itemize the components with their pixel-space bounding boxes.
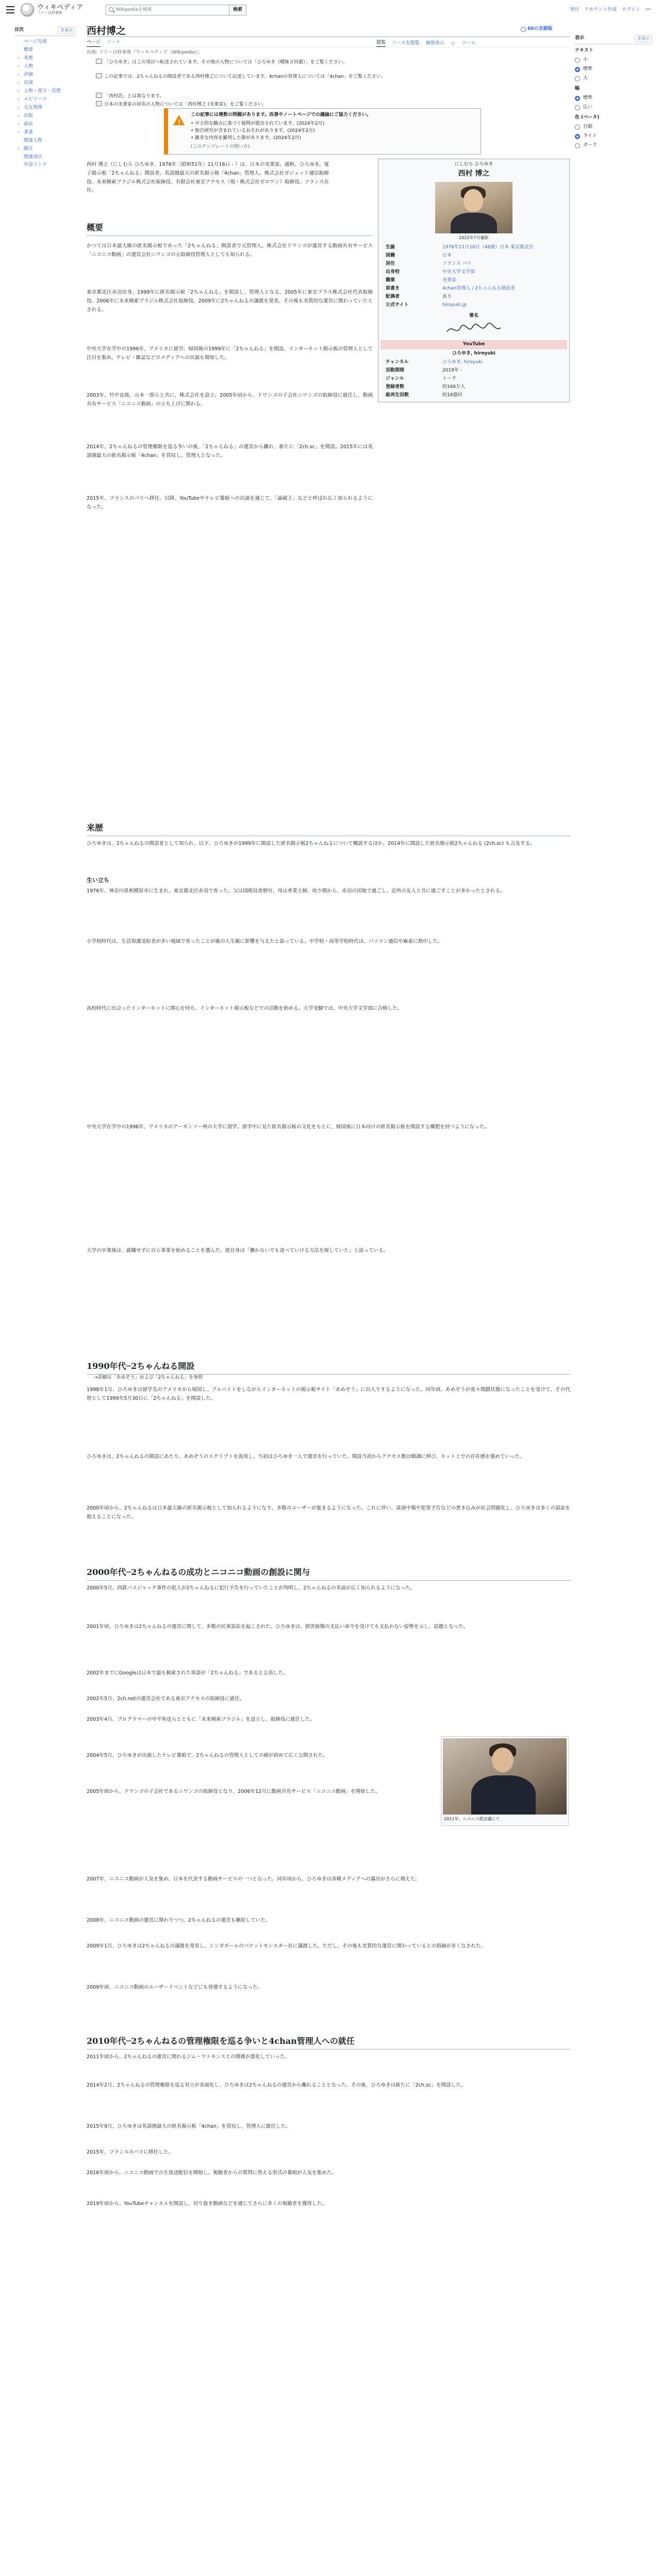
toc-item-label: 外部リンク bbox=[24, 162, 47, 168]
radio-selected-icon[interactable] bbox=[575, 134, 580, 139]
color-label: 色 (ベータ) bbox=[575, 114, 600, 120]
chevron-icon[interactable]: › bbox=[18, 64, 20, 69]
create-account-link[interactable]: アカウント作成 bbox=[584, 7, 617, 12]
infobox-value[interactable]: ひろゆき, hiroyuki bbox=[442, 360, 483, 365]
infobox-value: 約16億回 bbox=[442, 393, 462, 398]
paragraph: 東京都北区赤羽出身。1999年に匿名掲示板「2ちゃんねる」を開設し、管理人となる。2005年に東京プラス株式会社代表取締役、2006年に未来検索ブラジル株式会社取締役。2009年に2ちゃんねるの譲渡を発表。その後も実質的な運営に関わっていたとされる。 bbox=[87, 290, 373, 313]
chevron-icon[interactable]: › bbox=[18, 72, 20, 77]
watch-star-icon[interactable]: ☆ bbox=[450, 40, 456, 47]
paragraph: 2003年、竹中直純、山本一郎らと共に、株式会社を設立。2005年頃から、ドワンゴの子会社ニワンゴの取締役に就任し、動画共有サービス「ニコニコ動画」の立ち上げに関わる。 bbox=[87, 393, 373, 407]
section-heading-2000s: 2000年代─2ちゃんねるの成功とニコニコ動画の創設に関与 bbox=[87, 1566, 570, 1581]
toc-item-label: 出演 bbox=[24, 80, 34, 86]
toc-item[interactable] bbox=[14, 137, 75, 145]
option-label: 大 bbox=[583, 76, 588, 81]
appearance-panel bbox=[575, 35, 652, 151]
disambiguation-icon bbox=[96, 93, 102, 98]
tab-page[interactable]: ページ bbox=[87, 39, 101, 47]
chevron-icon bbox=[18, 47, 22, 54]
chevron-icon[interactable]: › bbox=[18, 105, 20, 110]
notice-item: • 中立的な観点に基づく疑問が提出されています。(2024年2月) bbox=[191, 121, 476, 128]
chevron-icon bbox=[18, 138, 22, 145]
tab-talk[interactable]: ノート bbox=[106, 40, 121, 45]
toc-item-label: ページ先頭 bbox=[24, 39, 47, 45]
chevron-icon[interactable]: › bbox=[18, 129, 20, 134]
chevron-icon[interactable]: › bbox=[18, 56, 20, 61]
toc-item[interactable] bbox=[14, 96, 75, 104]
language-button-label: 86の言語版 bbox=[527, 26, 553, 31]
infobox-row bbox=[380, 260, 567, 268]
hatnote-text: 日本の実業家の同名の人物については「西村博之 (実業家)」をご覧ください。 bbox=[104, 102, 267, 107]
signature-image bbox=[443, 320, 505, 338]
notice-template-link[interactable]: (このテンプレートの使い方) bbox=[191, 144, 250, 149]
infobox-reading: にしむら ひろゆき bbox=[454, 162, 493, 167]
color-dark[interactable] bbox=[575, 142, 652, 149]
paragraph: 2019年頃から、YouTubeチャンネルを開設し、切り抜き動画などを通じてさらに多くの視聴者を獲得した。 bbox=[87, 2201, 327, 2207]
language-button[interactable] bbox=[521, 26, 553, 33]
toc-item-label: 概要 bbox=[24, 47, 34, 53]
infobox-row bbox=[380, 293, 567, 301]
paragraph: 1998年1月、ひろゆきは留学先のアメリカから帰国し、アルバイトをしながらインターネットの掲示板サイト「あめぞう」に出入りするようになった。同年頃、あめぞうが度々閉鎖状態になったことを受けて、その代替として1999年5月30日に「2ちゃんねる」を開設した。 bbox=[87, 1387, 570, 1401]
toc-item-label: エピソード bbox=[24, 96, 47, 102]
page-header bbox=[0, 0, 662, 21]
toc-item-label: 人物 bbox=[24, 64, 34, 70]
paragraph: ひろゆきは、2ちゃんねるの開設にあたり、あめぞうのスクリプトを流用し、当初はひろゆき一人で運営を行っていた。開設当初からアクセス数は順調に伸び、ネット上での存在感を強めていった。 bbox=[87, 1454, 525, 1460]
paragraph: 2002年までにGoogleは日本で最も検索された単語が「2ちゃんねる」であると公表した。 bbox=[87, 1670, 288, 1676]
disambiguation-icon bbox=[96, 73, 102, 78]
paragraph: 2005年頃から、ドワンゴの子会社であるニワンゴの取締役となり、2006年12月に動画共有サービス「ニコニコ動画」を開始した。 bbox=[87, 1789, 380, 1794]
chevron-icon bbox=[18, 162, 22, 169]
donate-link[interactable]: 寄付 bbox=[570, 7, 580, 12]
option-label: 自動 bbox=[583, 124, 593, 129]
hatnote-text: 「西村浩」とは異なります。 bbox=[104, 94, 164, 99]
infobox-row bbox=[380, 359, 567, 367]
text-size-standard[interactable] bbox=[575, 66, 652, 73]
width-standard[interactable] bbox=[575, 95, 652, 102]
search-form bbox=[106, 5, 246, 15]
chevron-icon[interactable]: › bbox=[18, 146, 20, 151]
logo-name: ウィキペディア bbox=[37, 4, 84, 11]
toc-item-label: 脚注 bbox=[24, 146, 34, 151]
chevron-icon[interactable]: › bbox=[18, 121, 20, 126]
color-light[interactable] bbox=[575, 133, 652, 140]
paragraph: 2009年1月、ひろゆきは2ちゃんねるの譲渡を発表し、シンガポールのパケットモンスター社に譲渡した。ただし、その後も実質的な運営に関わっているとの指摘が多くなされた。 bbox=[87, 1943, 486, 1949]
see-also-note: →詳細は「あめぞう」および「2ちゃんねる」を参照 bbox=[94, 1375, 203, 1380]
notice-item: • 雑多な内容を羅列した節があります。(2024年2月) bbox=[191, 135, 476, 142]
lead-paragraph: 西村 博之（にしむら ひろゆき、1976年〈昭和51年〉11月16日 - ）は、日本の実業家。通称、ひろゆき。電子掲示板「2ちゃんねる」開設者。英語圏最大の匿名掲示板「4chan」管理人。株式会社ガジェット通信取締役、未来検索ブラジル株式会社取締役、有限会社東京アクセス（現・株式会社ゼロワン）取締役。フランス在住。 bbox=[87, 162, 329, 194]
toc-item[interactable] bbox=[14, 88, 75, 96]
chevron-icon[interactable]: › bbox=[18, 113, 20, 118]
infobox-value[interactable]: 実業家 bbox=[442, 277, 457, 283]
youtube-channel-name: ひろゆき, hiroyuki bbox=[452, 351, 495, 357]
search-icon bbox=[109, 7, 113, 12]
site-logo[interactable] bbox=[21, 3, 83, 16]
notice-title: この記事には複数の問題があります。改善やノートページでの議論にご協力ください。 bbox=[191, 112, 371, 117]
paragraph: 中央大学在学中の1996年、アメリカのアーカンソー州の大学に留学。留学中に見た匿名掲示板の文化をもとに、帰国後に日本向けの匿名掲示板を開設する構想を持つようになった。 bbox=[87, 1124, 490, 1130]
toc-item[interactable] bbox=[14, 63, 75, 71]
hatnote-text: この記事では、2ちゃんねるの開設者である西村博之について記述しています。4chanの管理人については「4chan」をご覧ください。 bbox=[104, 74, 386, 79]
option-label: ダーク bbox=[583, 142, 598, 148]
hatnote bbox=[96, 73, 386, 81]
infobox-value[interactable]: 1976年11月16日（48歳）日本 東京都北区 bbox=[442, 245, 534, 250]
paragraph: 高校時代に出会ったインターネットに関心を持ち、インターネット掲示板などでの活動を始める。大学受験では、中央大学文学部に合格した。 bbox=[87, 1006, 403, 1011]
toc-item[interactable] bbox=[14, 71, 75, 79]
infobox-row bbox=[380, 367, 567, 375]
subsection-heading-childhood: 生い立ち bbox=[87, 877, 109, 884]
issues-notice-box bbox=[164, 108, 481, 155]
width-wide[interactable] bbox=[575, 104, 652, 111]
more-options-icon[interactable]: ··· bbox=[645, 7, 651, 12]
user-links bbox=[570, 7, 651, 14]
toc-item[interactable] bbox=[14, 145, 75, 154]
infobox-key: 出身校 bbox=[386, 269, 400, 275]
toc-item-label: 交友関係 bbox=[24, 105, 43, 110]
infobox-value[interactable]: 中央大学文学部 bbox=[442, 269, 475, 275]
source-line: 出典: フリー百科事典『ウィキペディア（Wikipedia）』 bbox=[87, 50, 202, 55]
paragraph: 2011年頃から、2ちゃんねるの運営に関わるジム・ワトキンスとの関係が悪化していった。 bbox=[87, 2054, 290, 2060]
paragraph: 2003年4月、プログラマーの中平和也らとともに「未来検索ブラジル」を設立し、取締役に就任した。 bbox=[87, 1717, 315, 1722]
infobox-key: 配偶者 bbox=[386, 294, 400, 299]
infobox-key: 国籍 bbox=[386, 252, 395, 258]
toc-item-label: 訴訟 bbox=[24, 121, 34, 127]
paragraph: 小学校時代は、生活保護受給者が多い地域で育ったことが後の人生観に影響を与えたと語っている。中学校・高等学校時代は、パソコン通信や麻雀に熱中した。 bbox=[87, 939, 443, 944]
infobox-row bbox=[380, 375, 567, 383]
paragraph: 2015年、フランスのパリへ移住。以降、YouTubeやテレビ番組への出演を通じて、「論破王」などと呼ばれ広く知られるようになった。 bbox=[87, 496, 373, 510]
paragraph: 2007年、ニコニコ動画が人気を集め、日本を代表する動画サービスの一つとなった。同年頃から、ひろゆきは各種メディアへの露出がさらに増えた。 bbox=[87, 1876, 420, 1882]
paragraph: 2000年頃から、2ちゃんねるは日本最大級の匿名掲示板として知られるようになり、多数のユーザーが集まるようになった。これに伴い、誹謗中傷や犯罪予告などの書き込みが社会問題化し、ひろゆきは多くの訴訟を抱えることになった。 bbox=[87, 1505, 570, 1520]
infobox-value[interactable]: hiroyuki.jp bbox=[442, 302, 467, 308]
infobox-key: 公式サイト bbox=[386, 302, 409, 308]
toc-item-label: 評価 bbox=[24, 72, 34, 78]
toc-sidebar bbox=[14, 27, 75, 170]
signature-label: 署名 bbox=[469, 313, 478, 318]
toc-item[interactable] bbox=[14, 154, 75, 162]
toc-item[interactable] bbox=[14, 55, 75, 63]
option-label: 小 bbox=[583, 57, 588, 63]
hatnote bbox=[96, 59, 347, 66]
infobox-key: 総再生回数 bbox=[386, 393, 409, 398]
toc-item-label: 関連項目 bbox=[24, 154, 43, 160]
infobox-key: チャンネル bbox=[386, 360, 409, 365]
infobox-row bbox=[380, 277, 567, 285]
paragraph: 2015年9月、ひろゆきは英語圏最大の匿名掲示板「4chan」を買収し、管理人に就任した。 bbox=[87, 2124, 291, 2129]
tab-history[interactable]: 履歴表示 bbox=[425, 40, 444, 46]
option-label: ライト bbox=[583, 133, 597, 139]
namespace-tabs bbox=[87, 39, 121, 47]
toc-item[interactable] bbox=[14, 161, 75, 170]
paragraph: 2001年頃、ひろゆきは2ちゃんねるの運営に関して、多数の民事訴訟を起こされた。ひろゆきは、損害賠償の支払い命令を受けても支払わない姿勢を示し、話題となった。 bbox=[87, 1624, 469, 1630]
text-size-small[interactable] bbox=[575, 57, 652, 64]
paragraph: ひろゆきは、2ちゃんねるの開設者として知られ、以下、ひろゆきが1999年に開設した匿名掲示板2ちゃんねるについて概説するほか、2014年に開設した匿名掲示板2ちゃんねる (2ch.sc) も言及する。 bbox=[87, 841, 535, 846]
infobox-key: 登録者数 bbox=[386, 384, 405, 390]
radio-selected-icon[interactable] bbox=[575, 96, 580, 101]
infobox-value[interactable]: 日本 bbox=[442, 252, 452, 258]
text-size-label: テキスト bbox=[575, 48, 593, 54]
language-globe-icon bbox=[521, 27, 526, 32]
paragraph: 2016年頃から、ニコニコ動画での生放送配信を開始し、視聴者からの質問に答える形式の番組が人気を集めた。 bbox=[87, 2170, 337, 2176]
wikipedia-globe-icon bbox=[21, 3, 34, 16]
infobox-row bbox=[380, 392, 567, 400]
paragraph: 大学の卒業後は、就職せずに自ら事業を始めることを選んだ。彼自身は「働かないでも食べていける方法を探していた」と語っている。 bbox=[87, 1248, 389, 1253]
paragraph: 中央大学在学中の1996年、アメリカに留学。帰国後の1999年に「2ちゃんねる」を開設。インターネット掲示板の管理人として注目を集め、テレビ・雑誌などのメディアへの出演も増加した。 bbox=[87, 346, 373, 361]
article-photo-image[interactable] bbox=[443, 1738, 567, 1815]
infobox-row bbox=[380, 244, 567, 252]
infobox-row bbox=[380, 301, 567, 310]
logo-tagline: フリー百科事典 bbox=[37, 11, 62, 15]
appearance-title: 表示 bbox=[575, 36, 585, 41]
section-heading-2010s: 2010年代─2ちゃんねるの管理権限を巡る争いと4chan管理人への就任 bbox=[87, 2035, 570, 2049]
infobox-value: 約166万人 bbox=[442, 384, 466, 390]
paragraph: 2004年5月、ひろゆきが出演したテレビ番組で、2ちゃんねるの管理人としての顔が初めて広く公開された。 bbox=[87, 1753, 328, 1758]
paragraph: 2009年頃、ニコニコ動画のユーザーイベントなどにも登壇するようになった。 bbox=[87, 1985, 263, 1990]
option-label: 広い bbox=[583, 105, 593, 110]
tab-tools[interactable]: ツール bbox=[461, 40, 476, 46]
warning-icon bbox=[173, 115, 185, 125]
paragraph: 2015年、フランスのパリに移住した。 bbox=[87, 2149, 174, 2155]
infobox-key: ジャンル bbox=[386, 376, 404, 382]
infobox-row bbox=[380, 268, 567, 277]
infobox-key: 居住 bbox=[386, 261, 395, 266]
article-photo-caption: 2011年、ニコニコ超会議にて bbox=[444, 1817, 500, 1821]
infobox-value[interactable]: フランス パリ bbox=[442, 261, 472, 266]
toc-item[interactable] bbox=[14, 129, 75, 137]
hatnote-text: 「ひろゆき」はこの項目へ転送されています。その他の人物については「ひろゆき（曖昧さ回避）」をご覧ください。 bbox=[104, 60, 347, 65]
infobox-row bbox=[380, 252, 567, 260]
login-link[interactable]: ログイン bbox=[622, 7, 640, 12]
color-auto[interactable] bbox=[575, 124, 652, 131]
radio-icon[interactable] bbox=[575, 58, 580, 63]
search-placeholder: Wikipediaを検索 bbox=[115, 7, 152, 12]
infobox-key: 生誕 bbox=[386, 245, 395, 250]
paragraph: 2014年、2ちゃんねるの管理権限を巡る争いの後、「2ちゃんねる」の運営から離れ、新たに「2ch.sc」を開設。2015年には英語圏最大の匿名掲示板「4chan」を買収し、管理人となった。 bbox=[87, 444, 373, 459]
toc-item-label: 人物・発言・思想 bbox=[24, 89, 61, 94]
tab-read[interactable]: 閲覧 bbox=[376, 40, 386, 48]
page-title: 西村博之 bbox=[87, 25, 126, 37]
disambiguation-icon bbox=[96, 101, 102, 106]
toc-item[interactable] bbox=[14, 112, 75, 121]
paragraph: かつては日本最大級の匿名掲示板であった「2ちゃんねる」開設者で元管理人。株式会社ドワンゴが運営する動画共有サービス「ニコニコ動画」の運営会社ニワンゴの元取締役管理人としても知られる。 bbox=[87, 243, 373, 258]
youtube-section-header: YouTube bbox=[380, 340, 567, 349]
toc-title: 目次 bbox=[14, 27, 24, 32]
toc-item[interactable] bbox=[14, 46, 75, 55]
infobox bbox=[378, 159, 570, 402]
notice-item: • 独自研究が含まれているおそれがあります。(2024年2月) bbox=[191, 128, 476, 135]
infobox-value[interactable]: 4chan管理人 / 2ちゃんねる開設者 bbox=[442, 285, 516, 291]
radio-icon[interactable] bbox=[575, 125, 580, 130]
chevron-icon[interactable]: › bbox=[18, 80, 20, 86]
infobox-row bbox=[380, 285, 567, 293]
infobox-key: 肩書き bbox=[386, 285, 400, 291]
option-label: 標準 bbox=[583, 66, 593, 72]
main-menu-icon[interactable] bbox=[6, 6, 14, 13]
toc-item-label: 関連人物 bbox=[24, 138, 43, 143]
appearance-hide-button[interactable]: 非表示 bbox=[635, 35, 652, 42]
infobox-value: あり bbox=[442, 294, 452, 299]
option-label: 標準 bbox=[583, 95, 593, 101]
infobox-value: 2019年 - bbox=[442, 368, 462, 374]
width-label: 幅 bbox=[575, 86, 580, 92]
paragraph: 2008年、ニコニコ動画の運営に関わりつつ、2ちゃんねるの運営も継続していた。 bbox=[87, 1918, 271, 1923]
infobox-row bbox=[380, 383, 567, 392]
chevron-icon[interactable]: › bbox=[18, 96, 20, 101]
infobox-caption: 2022年7月撮影 bbox=[459, 235, 489, 240]
paragraph: 1976年、神奈川県相模原市に生まれ、東京都北区赤羽で育った。父は国税局査察官、母は専業主婦。幼少期から、赤羽の団地で過ごし、近所の友人と共に過ごすことが多かったとされる。 bbox=[87, 888, 505, 894]
infobox-value: トーク bbox=[442, 376, 457, 382]
infobox-name: 西村 博之 bbox=[458, 169, 490, 178]
hatnote bbox=[96, 93, 164, 100]
toc-item-top[interactable] bbox=[14, 38, 75, 46]
search-button[interactable]: 検索 bbox=[229, 5, 246, 15]
hatnote bbox=[96, 101, 267, 109]
toc-item-label: 来歴 bbox=[24, 56, 34, 61]
text-size-large[interactable] bbox=[575, 75, 652, 82]
radio-icon[interactable] bbox=[575, 105, 580, 110]
section-heading-overview: 概要 bbox=[87, 222, 373, 236]
article-photo[interactable] bbox=[441, 1736, 569, 1826]
toc-item[interactable] bbox=[14, 79, 75, 88]
section-heading-history: 来歴 bbox=[87, 822, 570, 836]
radio-selected-icon[interactable] bbox=[575, 67, 580, 72]
infobox-key: 職業 bbox=[386, 277, 395, 283]
toc-item[interactable] bbox=[14, 121, 75, 129]
chevron-icon bbox=[18, 154, 22, 161]
infobox-photo[interactable] bbox=[435, 182, 512, 233]
toc-item-label: 著書 bbox=[24, 129, 34, 135]
chevron-icon[interactable]: › bbox=[18, 89, 20, 94]
toc-item-label: 出版 bbox=[24, 113, 34, 118]
search-input[interactable] bbox=[106, 5, 229, 15]
radio-icon[interactable] bbox=[575, 76, 580, 81]
toc-item[interactable] bbox=[14, 104, 75, 112]
radio-icon[interactable] bbox=[575, 143, 580, 148]
infobox-key: 活動期間 bbox=[386, 368, 405, 374]
paragraph: 2000年5月、西鉄バスジャック事件の犯人が2ちゃんねるに犯行予告を行っていたことが判明し、2ちゃんねるの名前が広く知られるようになった。 bbox=[87, 1585, 416, 1591]
paragraph: 2002年5月、2ch.netの運営会社である東京アクセスの取締役に就任。 bbox=[87, 1696, 245, 1702]
section-heading-1990s: 1990年代─2ちゃんねる開設 bbox=[87, 1360, 570, 1375]
disambiguation-icon bbox=[96, 59, 102, 64]
paragraph: 2014年2月、2ちゃんねるの管理権限を巡る対立が表面化し、ひろゆきは2ちゃんねるの運営から離れることとなった。その後、ひろゆきは新たに「2ch.sc」を開設した。 bbox=[87, 2082, 466, 2088]
toc-hide-button[interactable]: 非表示 bbox=[58, 27, 75, 34]
tab-view-source[interactable]: ソースを閲覧 bbox=[392, 40, 420, 46]
